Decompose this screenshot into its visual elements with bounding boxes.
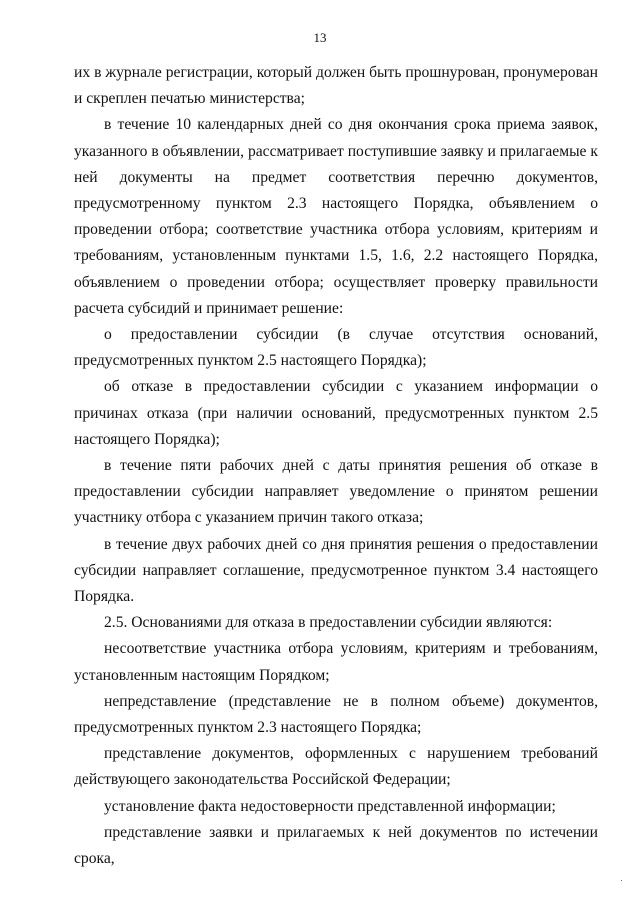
paragraph-review-procedure: в течение 10 календарных дней со дня окончания срока приема заявок, указанного в объявлении, рассматривает поступившие заявку и прилагаемые к ней документы на предмет соответствия перечню документов, предусмотренному пунктом 2.3 настоящего Порядка, объявлением о проведении отбора; соответствие участника отбора условиям, критериям и требованиям, установленным пунктами 1.5, 1.6, 2.2 настоящего Порядка, объявлением о проведении отбора; осуществляет проверку правильности расчета субсидий и принимает решение: <box>74 116 598 317</box>
paragraph-section-2-5-heading: 2.5. Основаниями для отказа в предоставлении субсидии являются: <box>104 614 553 632</box>
document-body <box>74 60 598 872</box>
paragraph-ground-nonconformity: несоответствие участника отбора условиям, критериям и требованиям, установленным настоящим Порядком; <box>74 640 598 684</box>
paragraph-refusal-decision: об отказе в предоставлении субсидии с указанием информации о причинах отказа (при наличии оснований, предусмотренных пунктом 2.5 настоящего Порядка); <box>74 378 598 448</box>
page-number: 13 <box>313 30 327 45</box>
paragraph-agreement-sending: в течение двух рабочих дней со дня принятия решения о предоставлении субсидии направляет соглашение, предусмотренное пунктом 3.4 настоящего Порядка. <box>74 535 598 606</box>
paragraph-continuation: их в журнале регистрации, который должен быть прошнурован, пронумерован и скреплен печатью министерства; <box>74 64 598 108</box>
paragraph-grant-decision: о предоставлении субсидии (в случае отсутствия оснований, предусмотренных пунктом 2.5 настоящего Порядка); <box>74 326 598 370</box>
paragraph-ground-improper-documents: представление документов, оформленных с нарушением требований действующего законодательства Российской Федерации; <box>74 745 598 789</box>
scan-speck <box>621 880 622 881</box>
paragraph-ground-late-submission: представление заявки и прилагаемых к ней документов по истечении срока, <box>74 823 598 868</box>
paragraph-refusal-notice: в течение пяти рабочих дней с даты принятия решения об отказе в предоставлении субсидии направляет уведомление о принятом решении участнику отбора с указанием причин такого отказа; <box>74 457 598 527</box>
paragraph-ground-false-information: установление факта недостоверности представленной информации; <box>104 797 556 815</box>
paragraph-ground-incomplete-documents: непредставление (представление не в полном объеме) документов, предусмотренных пунктом 2.3 настоящего Порядка; <box>74 692 598 737</box>
